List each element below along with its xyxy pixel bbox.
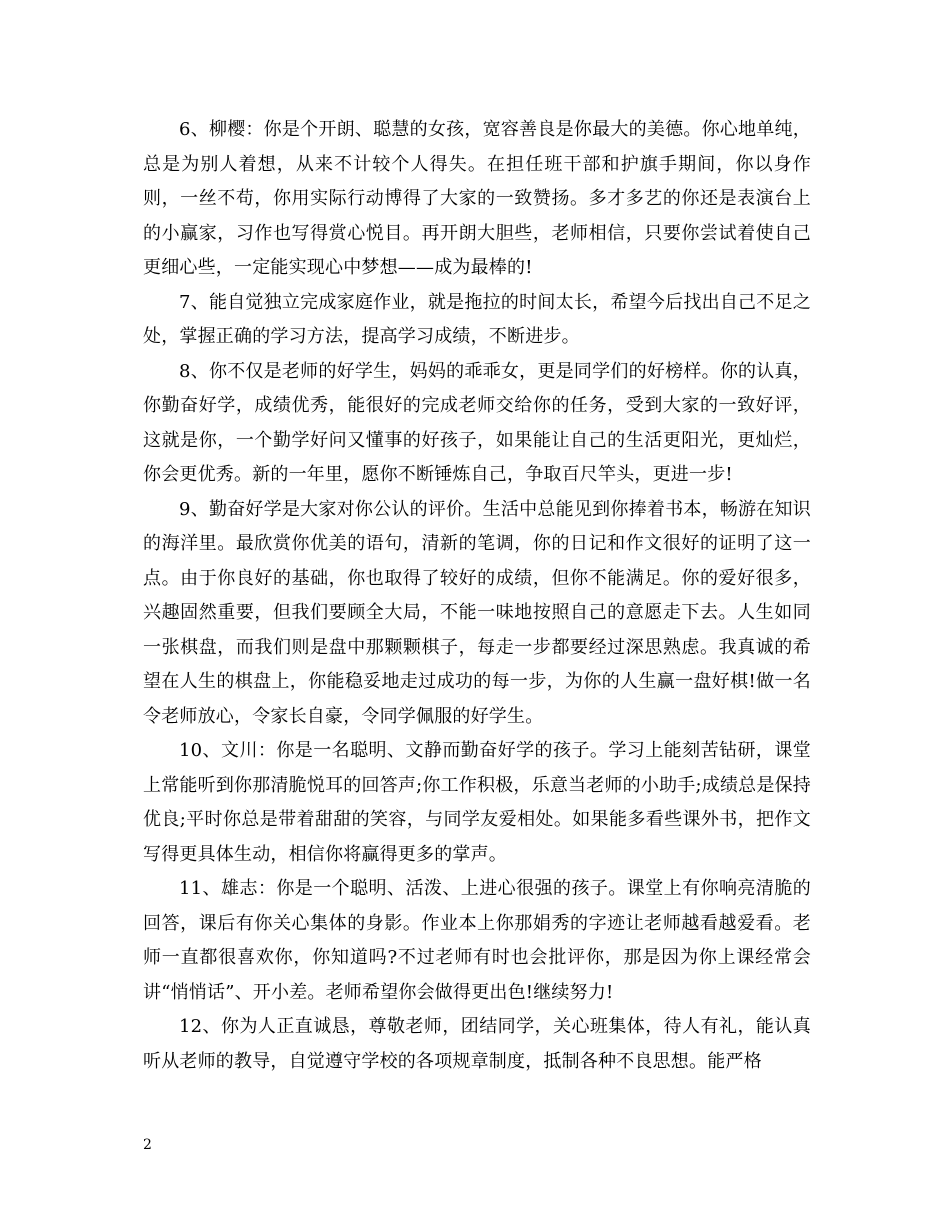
body-text [143, 113, 811, 1079]
paragraph-11: 11、雄志：你是一个聪明、活泼、上进心很强的孩子。课堂上有你响亮清脆的回答，课后有你关心集体的身影。作业本上你那娟秀的字迹让老师越看越爱看。老师一直都很喜欢你，你知道吗?不过老师有时也会批评你，那是因为你上课经常会讲“悄悄话”、开小差。老师希望你会做得更出色!继续努力! [143, 878, 811, 1003]
paragraph-9: 9、勤奋好学是大家对你公认的评价。生活中总能见到你捧着书本，畅游在知识的海洋里。最欣赏你优美的语句，清新的笔调，你的日记和作文很好的证明了这一点。由于你良好的基础，你也取得了较好的成绩，但你不能满足。你的爱好很多，兴趣固然重要，但我们要顾全大局，不能一味地按照自己的意愿走下去。人生如同一张棋盘，而我们则是盘中那颗颗棋子，每走一步都要经过深思熟虑。我真诚的希望在人生的棋盘上，你能稳妥地走过成功的每一步，为你的人生赢一盘好棋!做一名令老师放心，令家长自豪，令同学佩服的好学生。 [143, 498, 811, 727]
page-number: 2 [143, 1137, 152, 1153]
paragraph-10: 10、文川：你是一名聪明、文静而勤奋好学的孩子。学习上能刻苦钻研，课堂上常能听到你那清脆悦耳的回答声;你工作积极，乐意当老师的小助手;成绩总是保持优良;平时你总是带着甜甜的笑容，与同学友爱相处。如果能多看些课外书，把作文写得更具体生动，相信你将赢得更多的掌声。 [143, 740, 811, 865]
paragraph-12: 12、你为人正直诚恳，尊敬老师，团结同学，关心班集体，待人有礼，能认真听从老师的教导，自觉遵守学校的各项规章制度，抵制各种不良思想。能严格 [143, 1016, 811, 1072]
paragraph-6: 6、柳樱：你是个开朗、聪慧的女孩，宽容善良是你最大的美德。你心地单纯，总是为别人着想，从来不计较个人得失。在担任班干部和护旗手期间，你以身作则，一丝不苟，你用实际行动博得了大家的一致赞扬。多才多艺的你还是表演台上的小赢家，习作也写得赏心悦目。再开朗大胆些，老师相信，只要你尝试着使自己更细心些，一定能实现心中梦想——成为最棒的! [143, 119, 811, 278]
paragraph-7: 7、能自觉独立完成家庭作业，就是拖拉的时间太长，希望今后找出自己不足之处，掌握正确的学习方法，提高学习成绩，不断进步。 [143, 291, 811, 347]
paragraph-8: 8、你不仅是老师的好学生，妈妈的乖乖女，更是同学们的好榜样。你的认真，你勤奋好学，成绩优秀，能很好的完成老师交给你的任务，受到大家的一致好评，这就是你，一个勤学好问又懂事的好孩子，如果能让自己的生活更阳光，更灿烂，你会更优秀。新的一年里，愿你不断锤炼自己，争取百尺竿头，更进一步! [143, 360, 811, 485]
